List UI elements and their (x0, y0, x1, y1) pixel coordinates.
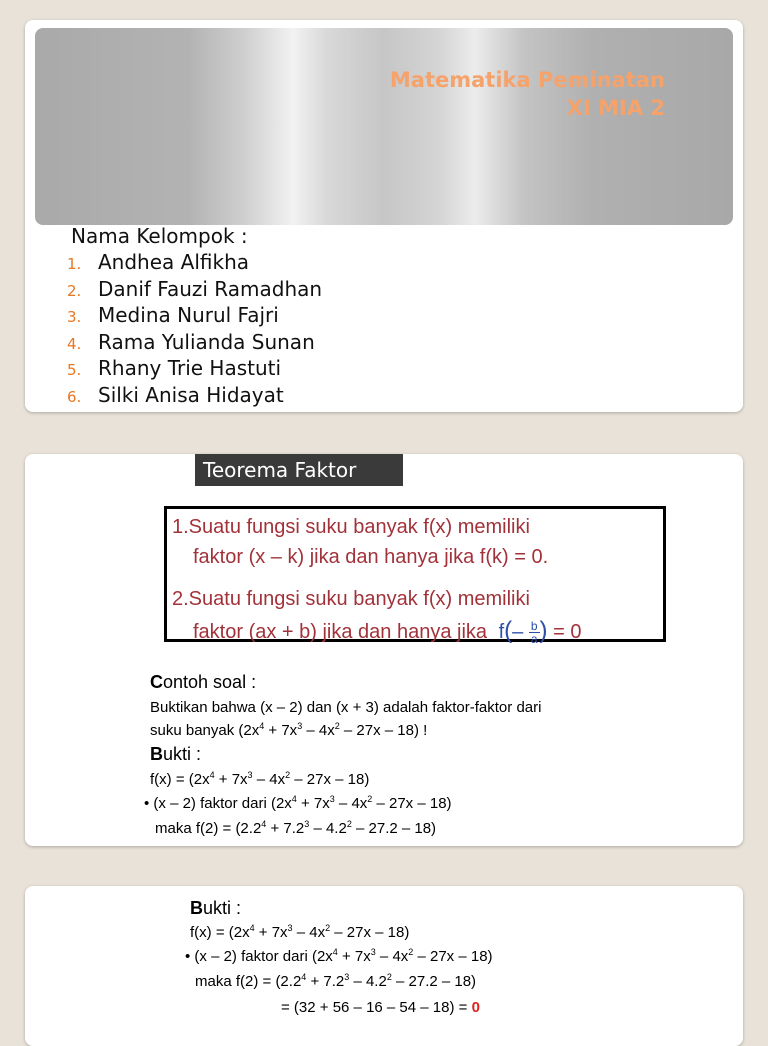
members-heading: Nama Kelompok : (71, 224, 248, 248)
problem-line-1: Buktikan bahwa (x – 2) dan (x + 3) adalah faktor-faktor dari (150, 699, 542, 716)
members-list (67, 250, 322, 409)
calc-line: = (32 + 56 – 16 – 54 – 18) = 0 (281, 999, 480, 1016)
list-item: 2. Danif Fauzi Ramadhan (67, 276, 323, 301)
list-item: 4. Rama Yulianda Sunan (67, 329, 315, 354)
bullet-line: • (x – 2) faktor dari $(2x^4 + 7x^3 - 4x^2 - 27x - 18)$ (185, 947, 493, 965)
title-line-1: Matematika Peminatan (389, 68, 665, 92)
title-line-2: XI MIA 2 (566, 96, 665, 120)
section-heading: Teorema Faktor (195, 454, 403, 486)
list-item: 1. Andhea Alfikha (67, 250, 249, 274)
list-item: 3. Medina Nurul Fajri (67, 303, 279, 327)
fx-line: $f(x) = (2x^4 + 7x^3 - 4x^2 - 27x - 18)$ (190, 923, 410, 941)
theorem2-line1: 2.Suatu fungsi suku banyak f(x) memiliki (172, 588, 530, 610)
theorem1-line1: 1.Suatu fungsi suku banyak f(x) memiliki (172, 516, 530, 538)
slide-title-text (390, 66, 665, 122)
example-heading: Contoh soal : (150, 672, 257, 692)
maka-line: maka $f(2) = (2.2^4 + 7.2^3 - 4.2^2 - 27.2 - 18)$ (195, 972, 477, 990)
slide-title (25, 20, 743, 412)
result-value: 0 (471, 999, 480, 1016)
slide-factor-theorem (25, 454, 743, 846)
fraction: $\frac{b}{a}$ (530, 619, 538, 647)
theorem-box (164, 506, 666, 647)
bullet-line: • (x – 2) faktor dari $(2x^4 + 7x^3 - 4x^2 - 27x - 18)$ (144, 794, 452, 812)
slide-proof (25, 886, 743, 1046)
title-banner (35, 28, 733, 225)
theorem1-line2: faktor (x – k) jika dan hanya jika f(k) = 0. (193, 546, 549, 568)
fx-line: $f(x) = (2x^4 + 7x^3 - 4x^2 - 27x - 18)$ (150, 770, 370, 788)
list-item: 6. Silki Anisa Hidayat (67, 382, 284, 407)
problem-line-2: suku banyak $(2x^4 + 7x^3 - 4x^2 - 27x - 18)$ ! (150, 721, 428, 739)
proof-heading: Bukti : (150, 744, 202, 764)
proof-heading: Bukti : (190, 898, 242, 918)
maka-line: maka $f(2) = (2.2^4 + 7.2^3 - 4.2^2 - 27.2 - 18)$ (155, 819, 437, 837)
list-item: 5. Rhany Trie Hastuti (67, 356, 282, 380)
theorem2-line2: faktor (ax + b) jika dan hanya jika f(– $\frac{b}{a}$ ) = 0 (193, 617, 582, 647)
frac-expression: f(– $\frac{b}{a}$ ) (498, 617, 548, 647)
